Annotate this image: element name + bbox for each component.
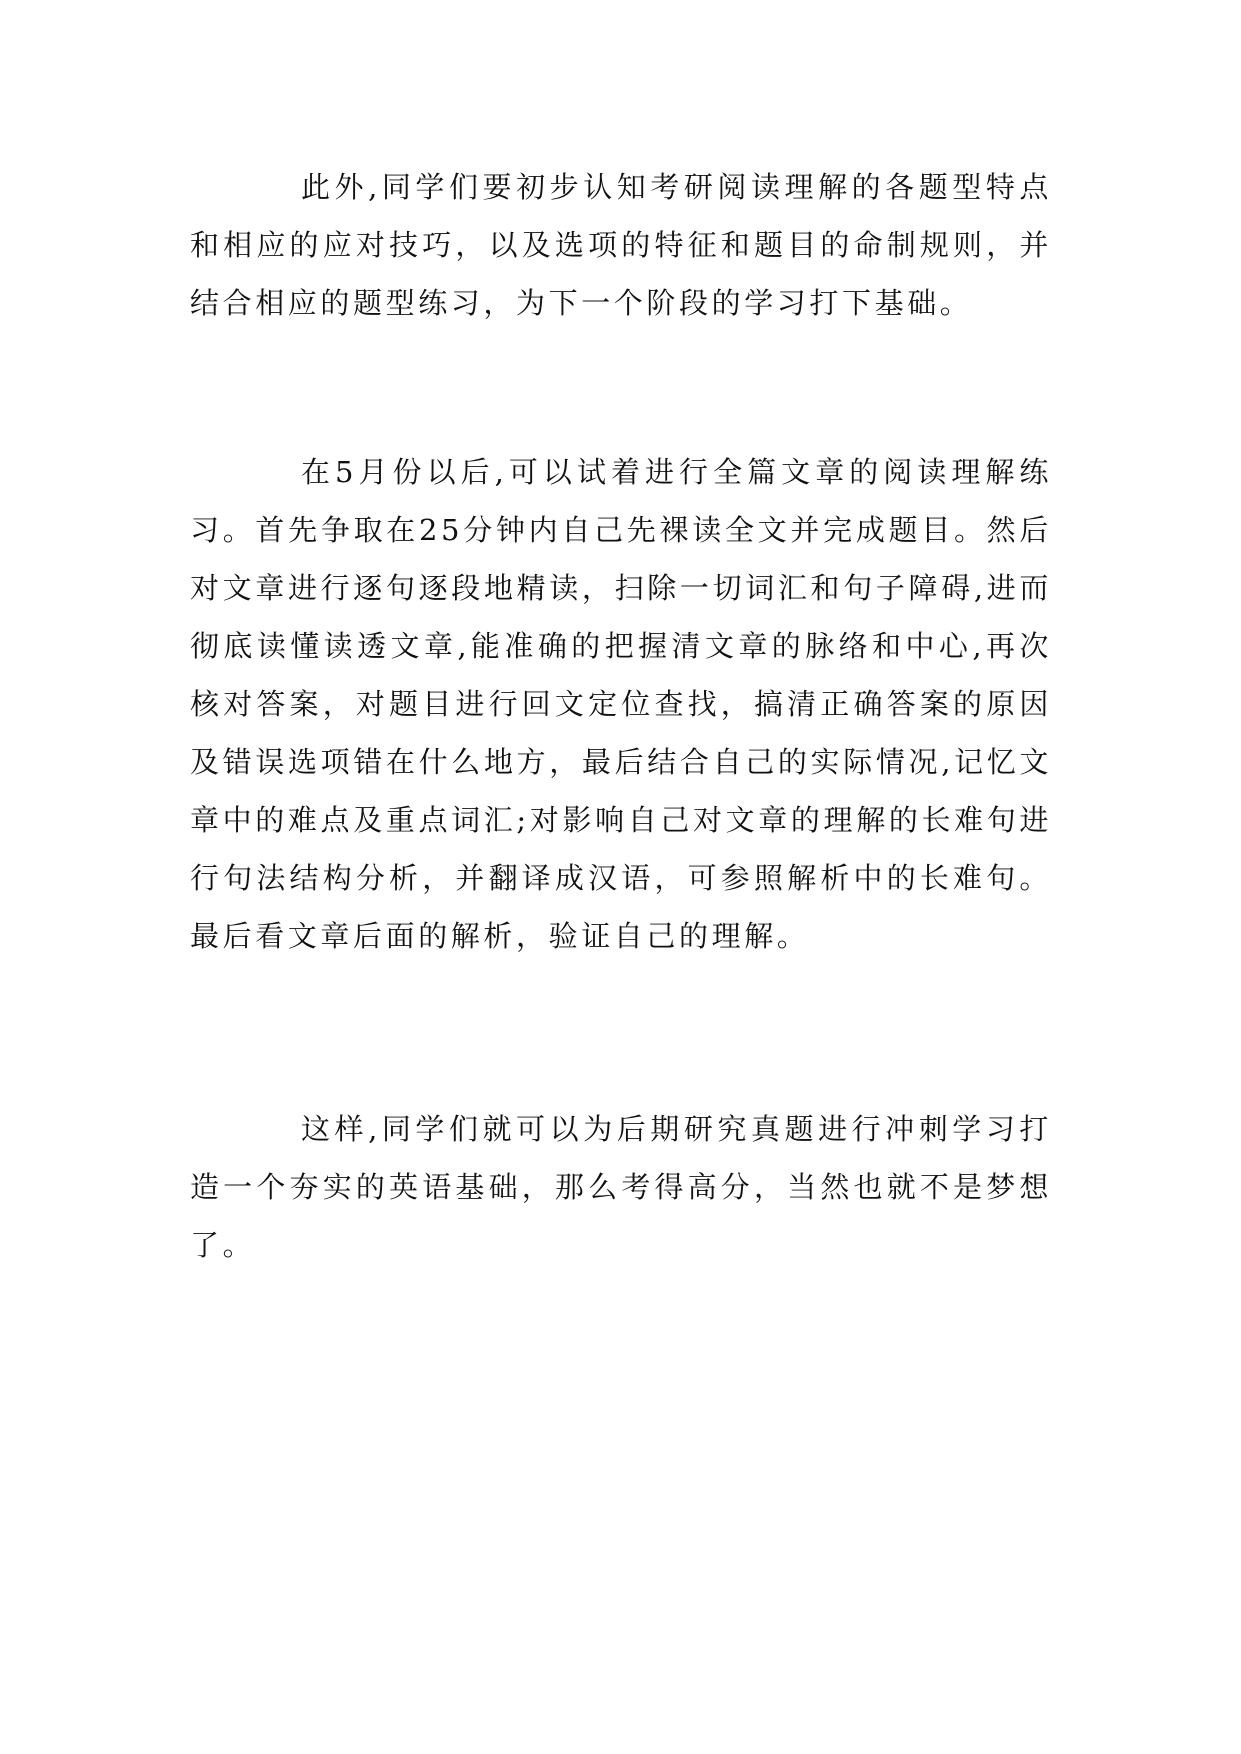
paragraph-question-types: 此外,同学们要初步认知考研阅读理解的各题型特点和相应的应对技巧，以及选项的特征和题目的命制规则，并结合相应的题型练习，为下一个阶段的学习打下基础。 xyxy=(190,170,1052,320)
paragraph-conclusion: 这样,同学们就可以为后期研究真题进行冲刺学习打造一个夯实的英语基础，那么考得高分，当然也就不是梦想了。 xyxy=(190,1112,1052,1262)
paragraph-full-reading-practice: 在5月份以后,可以试着进行全篇文章的阅读理解练习。首先争取在25分钟内自己先裸读全文并完成题目。然后对文章进行逐句逐段地精读，扫除一切词汇和句子障碍,进而彻底读懂读透文章,能准确的把握清文章的脉络和中心,再次核对答案，对题目进行回文定位查找，搞清正确答案的原因及错误选项错在什么地方，最后结合自己的实际情况,记忆文章中的难点及重点词汇;对影响自己对文章的理解的长难句进行句法结构分析，并翻译成汉语，可参照解析中的长难句。最后看文章后面的解析，验证自己的理解。 xyxy=(190,455,1052,953)
